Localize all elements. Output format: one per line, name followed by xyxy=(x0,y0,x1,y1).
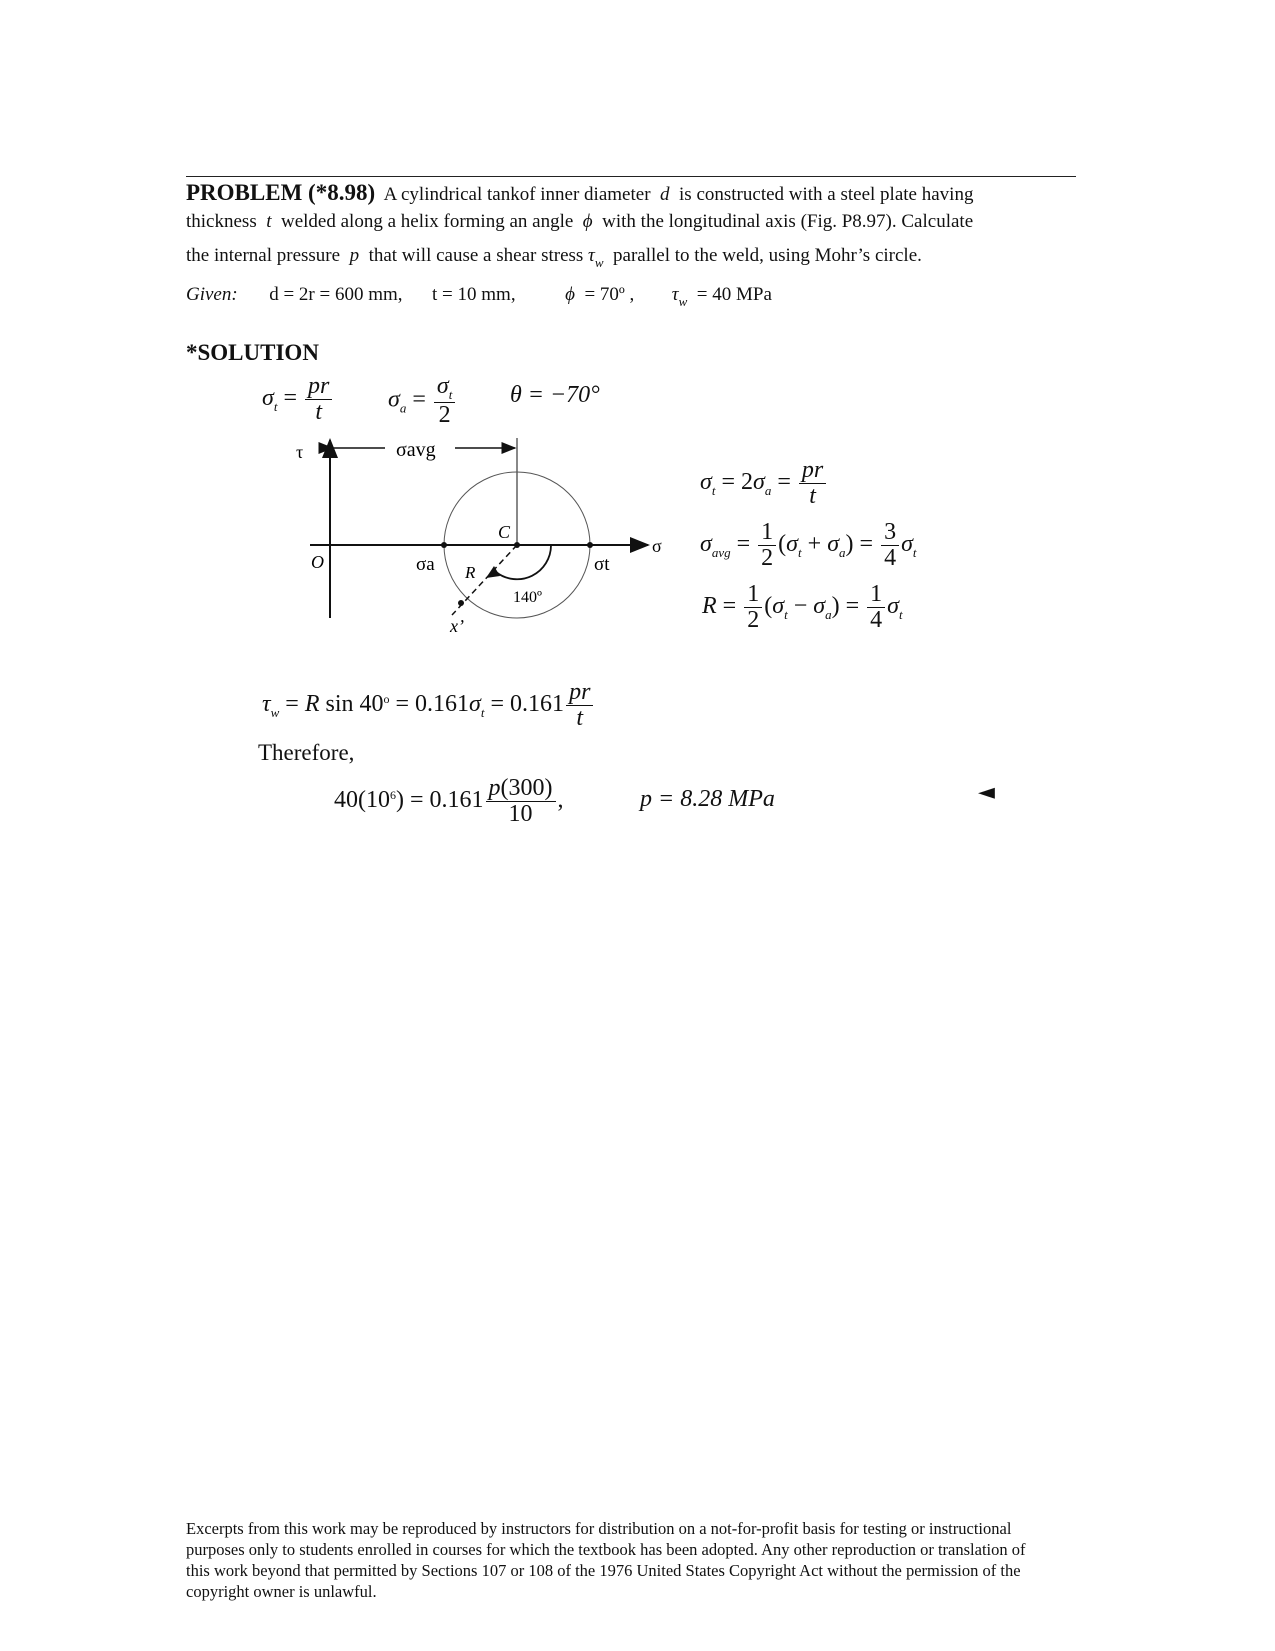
radius-label: R xyxy=(465,563,476,582)
problem-title: PROBLEM (*8.98) xyxy=(186,180,376,205)
mohr-circle-diagram xyxy=(280,430,680,650)
sigma-avg-label: σavg xyxy=(396,439,436,461)
problem-line-2: thickness t welded along a helix forming an angle ϕ with the longitudinal axis (Fig. P8.97). Calculate xyxy=(186,211,974,232)
result-text: p = 8.28 MPa xyxy=(640,786,775,812)
point-sigma-a xyxy=(441,542,447,548)
sigma-axis-label: σ xyxy=(652,536,662,556)
given-line: Given: d = 2r = 600 mm, t = 10 mm, ϕ = 70º , $\tau_w = 40$ MPa xyxy=(186,284,772,309)
eq-sigma-a: $\sigma_a$ = $\frac{\sigma_t}{2}$ xyxy=(388,374,457,428)
origin-label: O xyxy=(311,552,324,572)
center-label: C xyxy=(498,522,511,542)
eq-tau-w: $\tau_w = R$ $\sin 40^o = 0.161\sigma_t = 0.161$ $\frac{pr}{t}$ xyxy=(262,680,595,731)
eq-radius: R = $\frac{1}{2}$ $(\sigma_t - \sigma_a)$ = $\frac{1}{4}$ $\sigma_t$ xyxy=(702,581,903,634)
therefore-text: Therefore, xyxy=(258,740,355,765)
answer-marker: ◄ xyxy=(978,780,995,805)
problem-line-3: the internal pressure p that will cause a shear stress $\tau_w$ parallel to the weld, using Mohr’s circle. xyxy=(186,245,922,270)
point-sigma-t xyxy=(587,542,593,548)
angle-arc xyxy=(496,545,551,579)
eq-final: $40(10^6) = 0.161$ $\frac{p(300)}{10}$ , xyxy=(334,775,564,828)
point-x-prime xyxy=(458,600,464,606)
angle-label: 140º xyxy=(513,589,542,606)
eq-sigma-t-relation: $\sigma_t = 2\sigma_a$ = $\frac{pr}{t}$ xyxy=(700,458,828,509)
copyright-footer: Excerpts from this work may be reproduced by instructors for distribution on a not-for-profit basis for testing or instructional purposes only to students enrolled in courses for which the textbook has been adopted. Any other reproduction or translation of this work beyond that permitted by Sections 107 or 108 of the 1976 United States Copyright Act without the permission of the copyright owner is unlawful. xyxy=(186,1519,1026,1601)
tau-axis-label: τ xyxy=(296,442,304,462)
x-prime-label: x’ xyxy=(450,616,464,636)
eq-sigma-t: $\sigma_t$ = $\frac{pr}{t}$ xyxy=(262,374,334,425)
solution-heading: *SOLUTION xyxy=(186,340,319,365)
eq-theta: θ = −70° xyxy=(510,382,600,408)
eq-sigma-avg: $\sigma_{avg}$ = $\frac{1}{2}$ $(\sigma_t + \sigma_a)$ = $\frac{3}{4}$ $\sigma_t$ xyxy=(700,519,917,572)
sigma-a-label: σa xyxy=(416,554,435,575)
sigma-t-label: σt xyxy=(594,554,610,575)
top-rule xyxy=(186,176,1076,177)
problem-line-1: PROBLEM (*8.98) A cylindrical tankof inner diameter d is constructed with a steel plate having xyxy=(186,180,974,205)
given-label: Given: xyxy=(186,284,238,305)
